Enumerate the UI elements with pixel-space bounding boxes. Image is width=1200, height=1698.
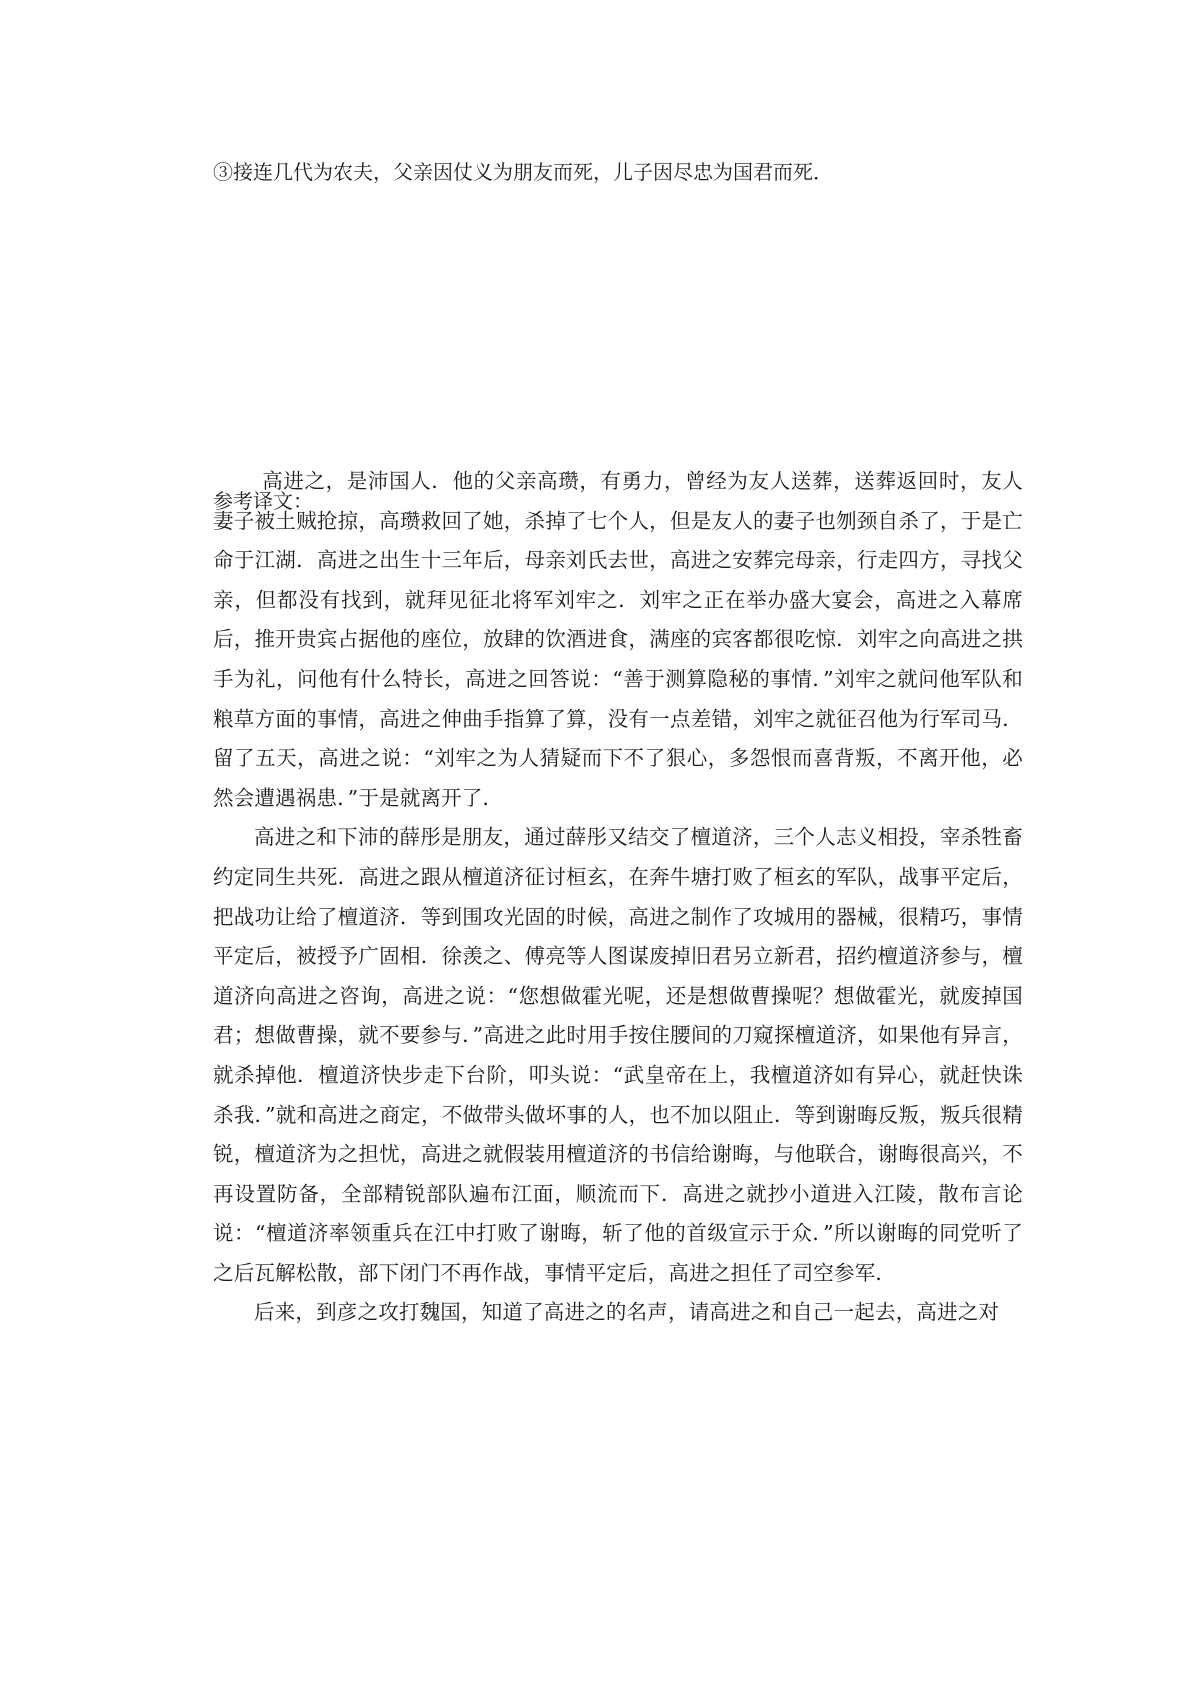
- translation-paragraph-3: 后来，到彦之攻打魏国，知道了高进之的名声，请高进之和自己一起去，高进之对: [254, 1300, 1000, 1325]
- translation-paragraph-1: 高进之，是沛国人．他的父亲高瓒，有勇力，曾经为友人送葬，送葬返回时，友人妻子被土贼抢掠，高瓒救回了她，杀掉了七个人，但是友人的妻子也刎颈自杀了，于是亡命于江湖．高进之出生十三年后，母亲刘氏去世，高进之安葬完母亲，行走四方，寻找父亲，但都没有找到，就拜见征北将军刘牢之．刘牢之正在举办盛大宴会，高进之入幕席后，推开贵宾占据他的座位，放肆的饮酒进食，满座的宾客都很吃惊．刘牢之向高进之拱手为礼，问他有什么特长，高进之回答说：“善于测算隐秘的事情．”刘牢之就问他军队和粮草方面的事情，高进之伸曲手指算了算，没有一点差错，刘牢之就征召他为行军司马．留了五天，高进之说：“刘牢之为人猜疑而下不了狠心，多怨恨而喜背叛，不离开他，必然会遭遇祸患．”于是就离开了．: [213, 469, 1023, 810]
- translation-body-paragraphs: [213, 462, 1023, 1333]
- translation-paragraph-2: 高进之和下沛的薛彤是朋友，通过薛彤又结交了檀道济，三个人志义相投，宰杀牲畜约定同生共死．高进之跟从檀道济征讨桓玄，在奔牛塘打败了桓玄的军队，战事平定后，把战功让给了檀道济．等到围攻光固的时候，高进之制作了攻城用的器械，很精巧，事情平定后，被授予广固相．徐羡之、傅亮等人图谋废掉旧君另立新君，招约檀道济参与，檀道济向高进之咨询，高进之说：“您想做霍光呢，还是想做曹操呢？想做霍光，就废掉国君；想做曹操，就不要参与．”高进之此时用手按住腰间的刀窥探檀道济，如果他有异言，就杀掉他．檀道济快步走下台阶，叩头说：“武皇帝在上，我檀道济如有异心，就赶快诛杀我．”就和高进之商定，不做带头做坏事的人，也不加以阻止．等到谢晦反叛，叛兵很精锐，檀道济为之担忧，高进之就假装用檀道济的书信给谢晦，与他联合，谢晦很高兴，不再设置防备，全部精锐部队遍布江面，顺流而下．高进之就抄小道进入江陵，散布言论说：“檀道济率领重兵在江中打败了谢晦，斩了他的首级宣示于众．”所以谢晦的同党听了之后瓦解松散，部下闭门不再作战，事情平定后，高进之担任了司空参军．: [213, 825, 1023, 1285]
- translation-heading: 参考译文：: [213, 489, 313, 513]
- annotation-note-3: ③接连几代为农夫，父亲因仗义为朋友而死，儿子因尽忠为国君而死．: [213, 160, 833, 184]
